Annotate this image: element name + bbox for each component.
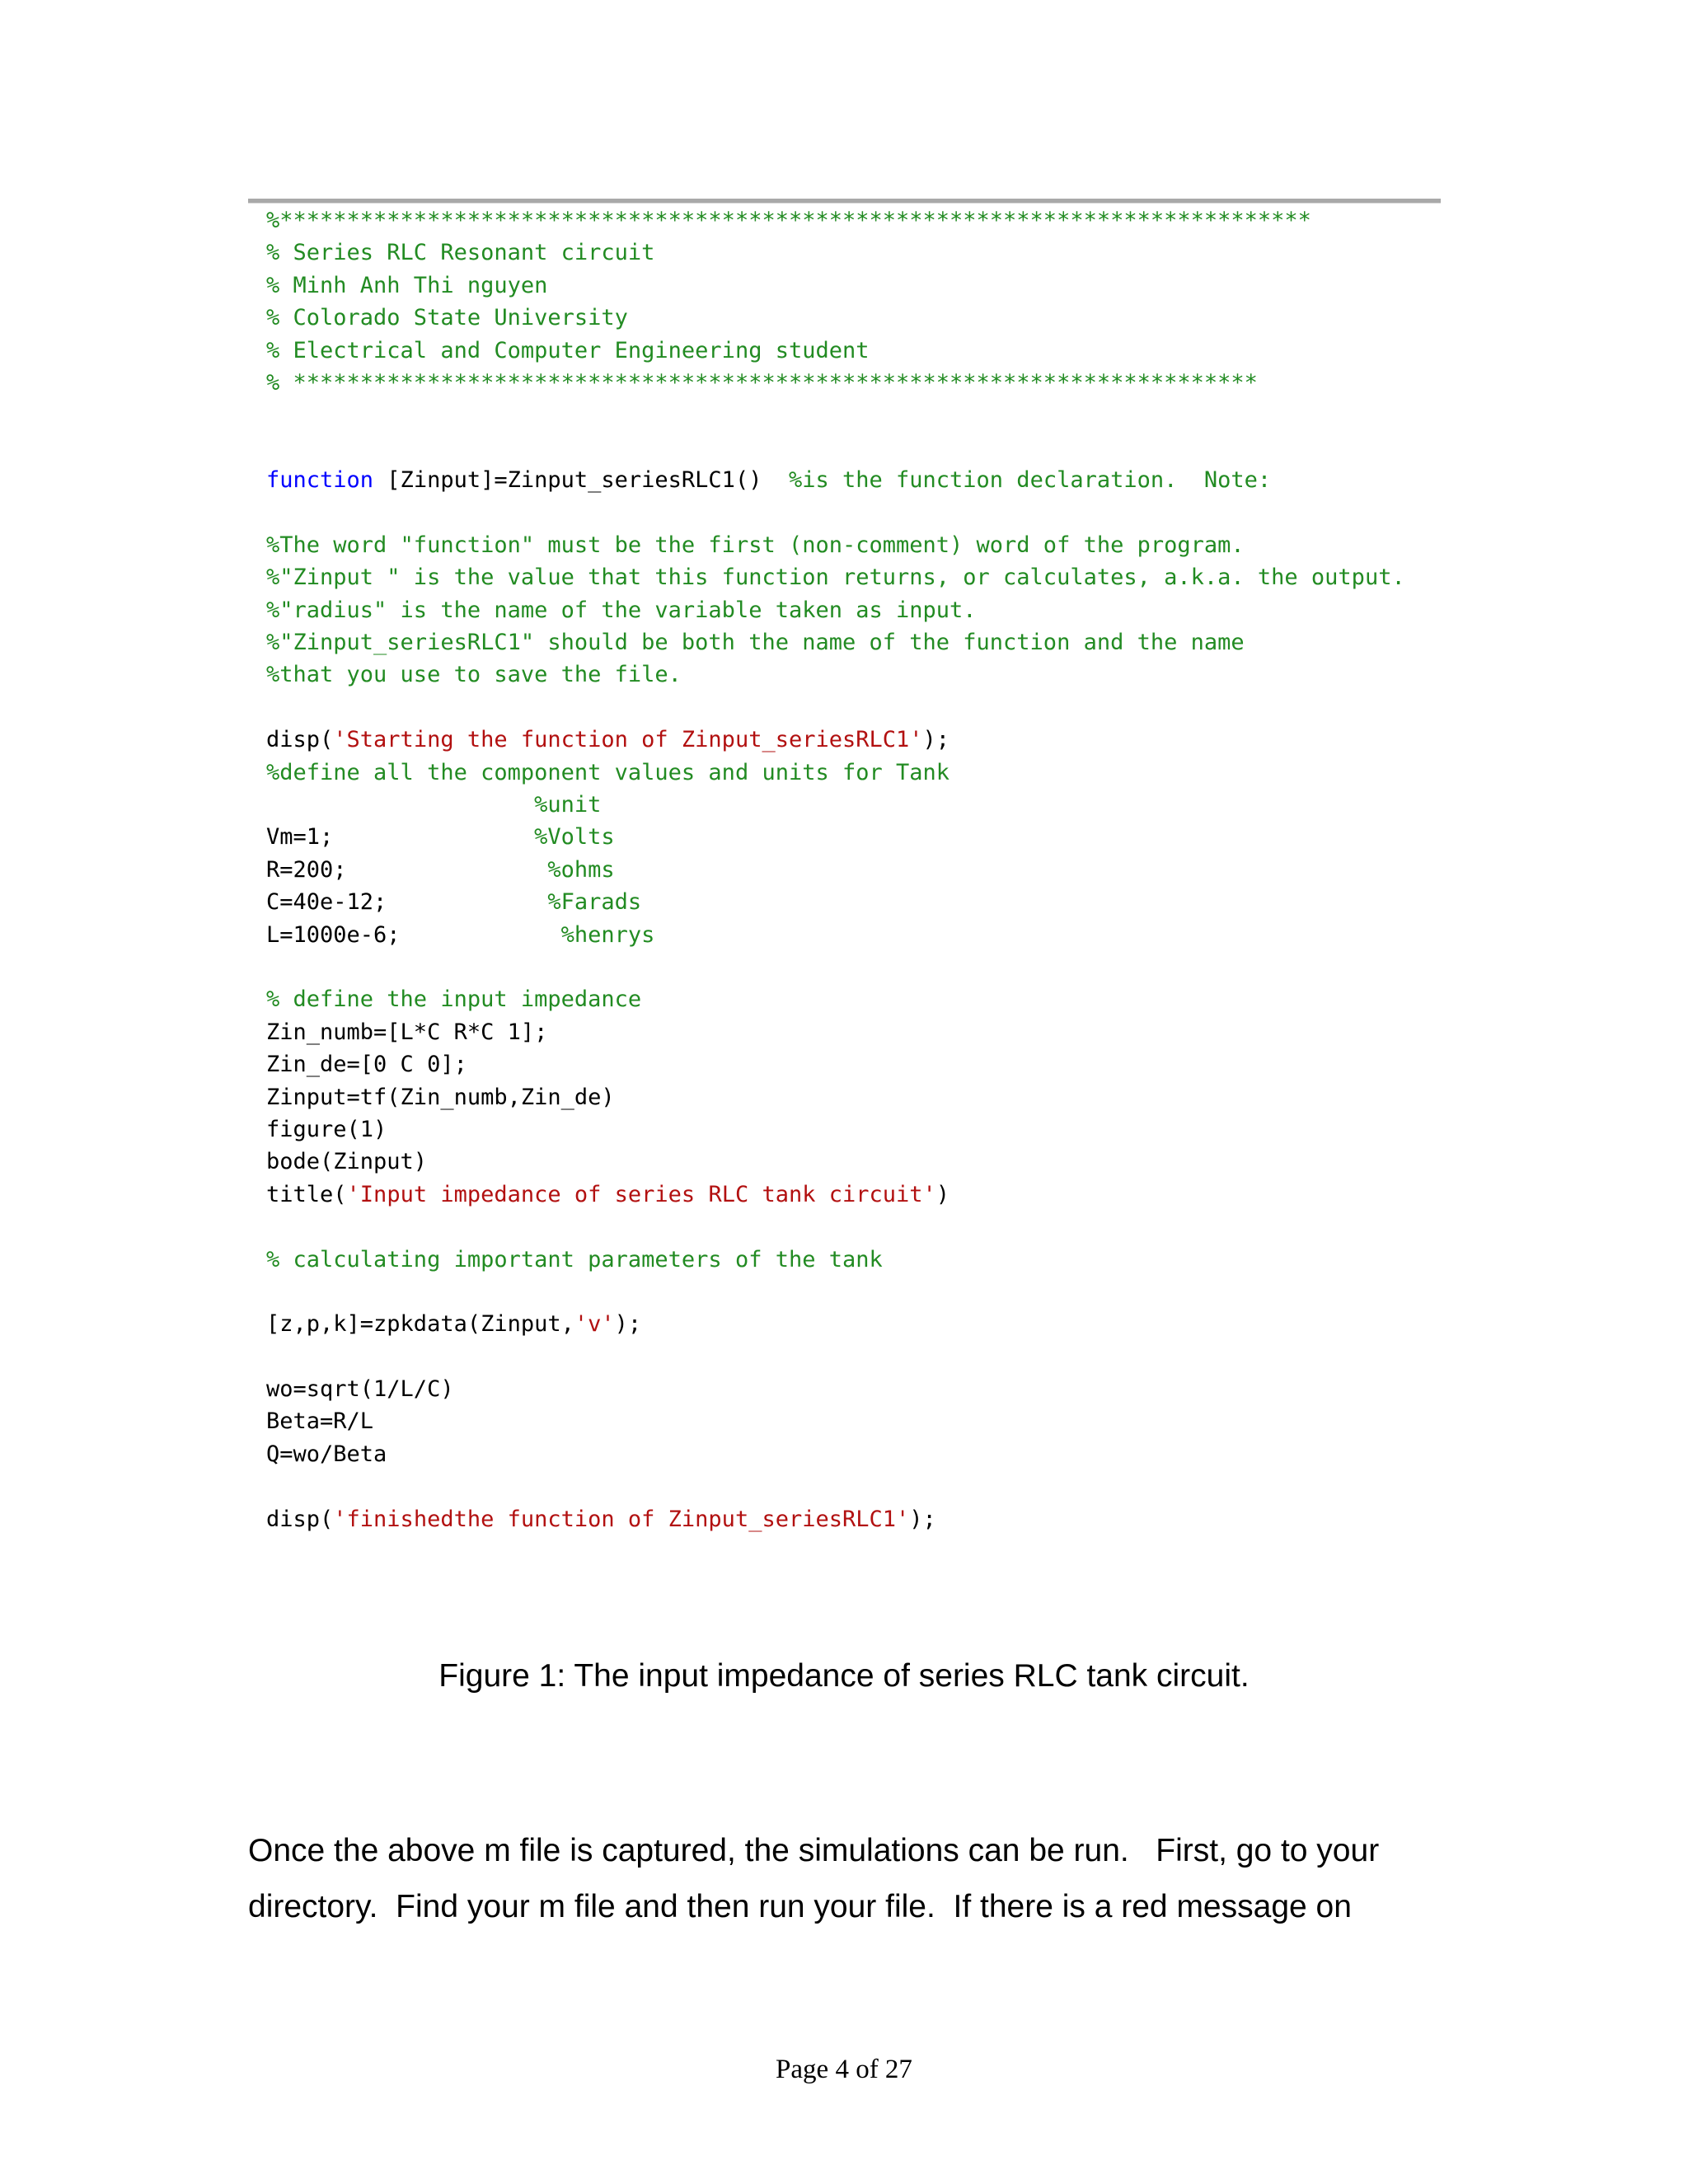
code-line: [266, 335, 1405, 367]
code-line: [266, 919, 1405, 951]
code-token-comment: %ohms: [547, 856, 615, 883]
code-line: [266, 432, 1405, 464]
code-line: [266, 204, 1405, 237]
code-token-plain: wo=sqrt(1/L/C): [266, 1376, 454, 1403]
code-token-plain: );: [922, 727, 950, 753]
code-token-comment: %"Zinput_seriesRLC1" should be both the name of the function and the name: [266, 630, 1245, 656]
code-line: [266, 1081, 1405, 1113]
code-line: [266, 594, 1405, 626]
code-line: [266, 497, 1405, 529]
code-line: [266, 1503, 1405, 1535]
code-token-comment: % define the input impedance: [266, 987, 642, 1013]
code-line: [266, 1146, 1405, 1178]
code-token-plain: );: [909, 1506, 936, 1532]
code-token-plain: Zin_numb=[L*C R*C 1];: [266, 1019, 548, 1045]
code-token-comment: % calculating important parameters of the tank: [266, 1246, 883, 1272]
code-token-plain: C=40e-12;: [266, 889, 548, 916]
code-line: [266, 886, 1405, 918]
body-line: Once the above m file is captured, the simulations can be run. First, go to your: [248, 1833, 1380, 1868]
code-token-plain: Zinput=tf(Zin_numb,Zin_de): [266, 1084, 615, 1110]
code-line: [266, 1211, 1405, 1243]
code-token-plain: L=1000e-6;: [266, 921, 561, 948]
matlab-code-listing: [266, 204, 1405, 1535]
code-line: [266, 1438, 1405, 1470]
code-token-comment: %Volts: [534, 824, 615, 851]
code-token-comment: %*****************************************************************************: [266, 208, 1311, 233]
code-line: [266, 529, 1405, 561]
code-line: [266, 269, 1405, 302]
code-line: [266, 724, 1405, 756]
code-line: [266, 757, 1405, 789]
code-token-comment: % Electrical and Computer Engineering student: [266, 337, 870, 363]
code-token-string: 'v': [574, 1311, 615, 1338]
code-line: [266, 1179, 1405, 1211]
code-token-comment: %unit: [534, 792, 602, 818]
code-line: [266, 1341, 1405, 1373]
figure-caption: Figure 1: The input impedance of series RLC tank circuit.: [438, 1658, 1250, 1694]
code-token-string: 'finishedthe function of Zinput_seriesRLC1': [333, 1506, 910, 1532]
code-token-plain: [z,p,k]=zpkdata(Zinput,: [266, 1311, 574, 1338]
code-token-plain: Vm=1;: [266, 824, 535, 851]
code-token-plain: Q=wo/Beta: [266, 1441, 387, 1467]
code-line: [266, 983, 1405, 1015]
code-line: [266, 1113, 1405, 1146]
code-line: [266, 1470, 1405, 1502]
code-line: [266, 691, 1405, 724]
code-token-plain: figure(1): [266, 1116, 387, 1142]
code-token-plain: disp(: [266, 727, 334, 753]
code-token-comment: % Minh Anh Thi nguyen: [266, 272, 548, 298]
code-line: [266, 951, 1405, 983]
code-token-comment: %henrys: [560, 921, 655, 948]
code-line: [266, 237, 1405, 269]
page-footer: Page 4 of 27: [776, 2055, 912, 2084]
code-line: [266, 854, 1405, 886]
code-token-comment: %"Zinput " is the value that this function returns, or calculates, a.k.a. the output.: [266, 565, 1405, 591]
code-token-comment: %Farads: [547, 889, 642, 916]
code-token-plain: [Zinput]=Zinput_seriesRLC1(): [373, 467, 789, 494]
body-line: directory. Find your m file and then run your file. If there is a red message on: [248, 1889, 1352, 1924]
code-panel-top-rule: [248, 199, 1441, 204]
code-token-comment: %The word "function" must be the first (non-comment) word of the program.: [266, 532, 1245, 558]
code-token-plain: ): [935, 1181, 950, 1207]
code-line: [266, 302, 1405, 334]
code-line: [266, 1308, 1405, 1340]
code-line: [266, 1373, 1405, 1405]
code-line: [266, 1276, 1405, 1308]
code-token-comment: % ************************************************************************: [266, 369, 1258, 396]
code-line: [266, 399, 1405, 431]
code-token-comment: % Series RLC Resonant circuit: [266, 240, 655, 266]
code-token-plain: title(: [266, 1181, 347, 1207]
code-token-plain: disp(: [266, 1506, 334, 1532]
code-token-comment: %"radius" is the name of the variable taken as input.: [266, 597, 977, 623]
code-line: [266, 561, 1405, 593]
code-token-comment: %is the function declaration. Note:: [788, 467, 1272, 494]
code-line: [266, 1016, 1405, 1048]
code-token-string: 'Input impedance of series RLC tank circuit': [346, 1181, 936, 1207]
code-token-plain: [266, 792, 534, 818]
code-line: [266, 1244, 1405, 1276]
code-token-string: 'Starting the function of Zinput_seriesRLC1': [333, 727, 923, 753]
code-line: [266, 464, 1405, 496]
code-line: [266, 789, 1405, 821]
code-line: [266, 658, 1405, 691]
code-line: [266, 1048, 1405, 1080]
code-line: [266, 626, 1405, 658]
code-token-keyword: function: [266, 467, 374, 494]
code-line: [266, 821, 1405, 853]
code-token-plain: bode(Zinput): [266, 1149, 428, 1175]
code-token-comment: %that you use to save the file.: [266, 662, 682, 688]
code-token-plain: Beta=R/L: [266, 1408, 374, 1435]
code-token-plain: );: [614, 1311, 642, 1338]
code-token-comment: %define all the component values and units for Tank: [266, 759, 950, 785]
code-token-plain: R=200;: [266, 856, 548, 883]
code-line: [266, 367, 1405, 399]
code-token-plain: Zin_de=[0 C 0];: [266, 1052, 467, 1078]
code-line: [266, 1405, 1405, 1437]
body-paragraph: [248, 1823, 1451, 1935]
code-token-comment: % Colorado State University: [266, 305, 628, 331]
